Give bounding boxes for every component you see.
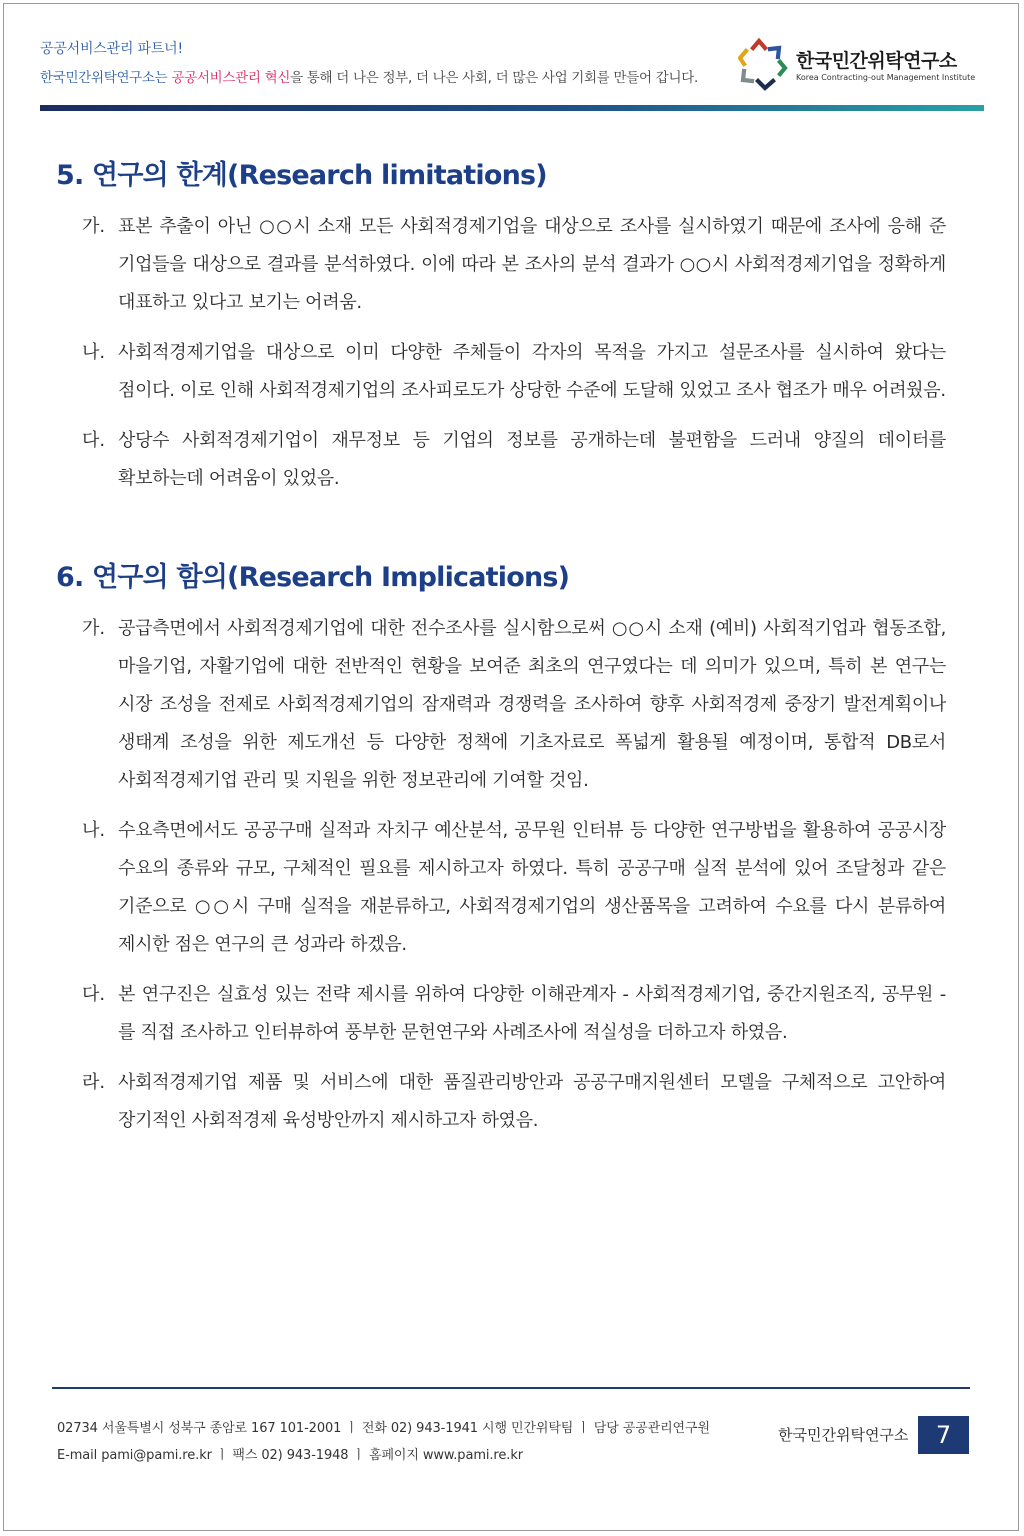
header-divider-bar bbox=[40, 105, 984, 111]
header-tagline: 공공서비스관리 파트너! bbox=[40, 41, 183, 57]
list-item bbox=[56, 1064, 946, 1140]
item-text: 공급측면에서 사회적경제기업에 대한 전수조사를 실시함으로써 ○○시 소재 (예비) 사회적기업과 협동조합, 마을기업, 자활기업에 대한 전반적인 현황을 보여준 최초의 연구였다는 데 의미가 있으며, 특히 본 연구는 시장 조성을 전제로 사회적경제기업의 잠재력과 경쟁력을 조사하여 향후 사회적경제 중장기 발전계획이나 생태계 조성을 위한 제도개선 등 다양한 정책에 기초자료로 폭넓게 활용될 예정이며, 통합적 DB로서 사회적경제기업 관리 및 지원을 위한 정보관리에 기여할 것임. bbox=[118, 618, 946, 791]
list-item bbox=[56, 208, 946, 322]
slogan-rest: 을 통해 더 나은 정부, 더 나은 사회, 더 많은 사업 기회를 만들어 갑니다. bbox=[290, 70, 698, 86]
footer-divider bbox=[52, 1387, 970, 1389]
header-slogan bbox=[40, 66, 698, 86]
section-title: 6. 연구의 함의(Research Implications) bbox=[56, 562, 570, 593]
logo-name: 한국민간위탁연구소 bbox=[796, 50, 957, 72]
item-marker: 다. bbox=[82, 984, 106, 1005]
institute-logo[interactable] bbox=[738, 36, 978, 92]
item-text: 상당수 사회적경제기업이 재무정보 등 기업의 정보를 공개하는데 불편함을 드러내 양질의 데이터를 확보하는데 어려움이 있었음. bbox=[118, 430, 946, 489]
item-text: 사회적경제기업 제품 및 서비스에 대한 품질관리방안과 공공구매지원센터 모델을 구체적으로 고안하여 장기적인 사회적경제 육성방안까지 제시하고자 하였음. bbox=[118, 1072, 946, 1131]
item-text: 표본 추출이 아닌 ○○시 소재 모든 사회적경제기업을 대상으로 조사를 실시하였기 때문에 조사에 응해 준 기업들을 대상으로 결과를 분석하였다. 이에 따라 본 조사의 분석 결과가 ○○시 사회적경제기업을 정확하게 대표하고 있다고 보기는 어려움. bbox=[118, 216, 946, 313]
footer-org-name: 한국민간위탁연구소 bbox=[778, 1426, 909, 1444]
item-marker: 라. bbox=[82, 1072, 106, 1093]
item-marker: 가. bbox=[82, 618, 106, 639]
list-item bbox=[56, 334, 946, 410]
list-item bbox=[56, 422, 946, 498]
page-header bbox=[40, 36, 984, 116]
document-body bbox=[56, 150, 946, 1152]
footer-contact: E-mail pami@pami.re.kr ㅣ 팩스 02) 943-1948 ㅣ 홈페이지 www.pami.re.kr bbox=[57, 1448, 523, 1463]
list-item bbox=[56, 976, 946, 1052]
logo-subtitle: Korea Contracting-out Management Institute bbox=[796, 73, 976, 82]
footer-address: 02734 서울특별시 성북구 종암로 167 101-2001 ㅣ 전화 02) 943-1941 시행 민간위탁팀 ㅣ 담당 공공관리연구원 bbox=[57, 1421, 710, 1436]
list-item bbox=[56, 812, 946, 964]
section-title: 5. 연구의 한계(Research limitations) bbox=[56, 160, 547, 191]
item-marker: 나. bbox=[82, 342, 106, 363]
slogan-highlight: 공공서비스관리 혁신 bbox=[171, 70, 291, 86]
item-marker: 가. bbox=[82, 216, 106, 237]
section-research-implications bbox=[56, 552, 946, 1140]
item-text: 사회적경제기업을 대상으로 이미 다양한 주체들이 각자의 목적을 가지고 설문조사를 실시하여 왔다는 점이다. 이로 인해 사회적경제기업의 조사피로도가 상당한 수준에 도달해 있었고 조사 협조가 매우 어려웠음. bbox=[118, 342, 946, 401]
page-number: 7 bbox=[918, 1416, 969, 1454]
section-research-limitations bbox=[56, 150, 946, 498]
item-marker: 다. bbox=[82, 430, 106, 451]
item-text: 본 연구진은 실효성 있는 전략 제시를 위하여 다양한 이해관계자 - 사회적경제기업, 중간지원조직, 공무원 - 를 직접 조사하고 인터뷰하여 풍부한 문헌연구와 사례조사에 적실성을 더하고자 하였음. bbox=[118, 984, 946, 1043]
item-marker: 나. bbox=[82, 820, 106, 841]
list-item bbox=[56, 610, 946, 800]
item-text: 수요측면에서도 공공구매 실적과 자치구 예산분석, 공무원 인터뷰 등 다양한 연구방법을 활용하여 공공시장 수요의 종류와 규모, 구체적인 필요를 제시하고자 하였다. 특히 공공구매 실적 분석에 있어 조달청과 같은 기준으로 ○○시 구매 실적을 재분류하고, 사회적경제기업의 생산품목을 고려하여 수요를 다시 분류하여 제시한 점은 연구의 큰 성과라 하겠음. bbox=[118, 820, 946, 955]
slogan-org: 한국민간위탁연구소는 bbox=[40, 70, 172, 86]
logo-mark-icon bbox=[738, 36, 788, 92]
